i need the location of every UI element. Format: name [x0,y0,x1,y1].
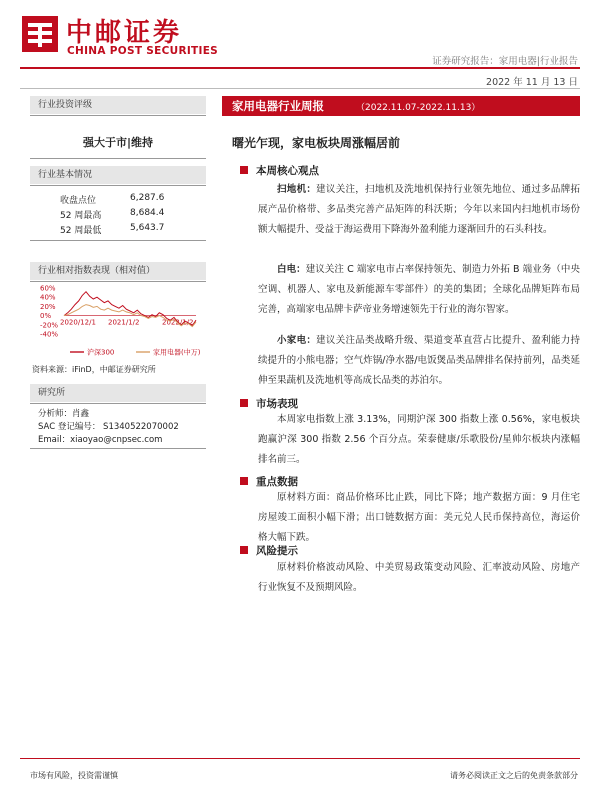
info-value: 6,287.6 [130,193,165,203]
section-bullet-icon [240,399,248,407]
section-divider [30,240,206,241]
paragraph-text: 原材料价格波动风险、中美贸易政策变动风险、汇率波动风险、房地产行业恢复不及预期风险。 [258,562,580,593]
x-tick-label: 2020/12/1 [60,318,96,327]
section-divider [30,185,206,186]
paragraph-text: 建议关注 C 端家电市占率保持领先、制造力外拓 B 端业务（中央空调、机器人、家电及新能源车零部件）的美的集团；全球化品牌矩阵布局完善，高端家电品牌卡萨帝业务增速领先于行业的海尔智家。 [258,264,580,315]
paragraph-lead: 小家电： [277,335,317,346]
paragraph-lead: 扫地机： [277,184,317,195]
section-divider [30,115,206,116]
footer-risk-note: 市场有风险，投资需谨慎 [30,771,118,780]
section-divider [30,281,206,282]
section-title-core-views: 本周核心观点 [256,165,319,177]
paragraph-text: 本周家电指数上涨 3.13%，同期沪深 300 指数上涨 0.56%，家电板块跑赢沪深 300 指数 2.56 个百分点。荣泰健康/乐歌股份/星帅尔板块内涨幅排名前三。 [258,414,580,465]
x-tick-label: 2021/1/2 [108,318,140,327]
section-title-risks: 风险提示 [256,545,298,557]
header-divider [20,67,580,69]
paragraph-market [258,410,580,470]
info-label: 52 周最高 [60,211,102,221]
footer-divider [20,758,580,759]
analyst-name: 分析师：肖鑫 [38,409,90,419]
date-divider [20,88,580,89]
paragraph-key-data [258,488,580,548]
legend-label: 家用电器(中万) [153,348,201,357]
y-tick-label: -20% [40,321,59,330]
footer-disclaimer-note: 请务必阅读正文之后的免责条款部分 [450,771,578,780]
info-value: 5,643.7 [130,223,165,233]
investment-rating: 强大于市|维持 [82,136,154,149]
paragraph-text: 原材料方面：商品价格环比止跌，同比下降；地产数据方面：9 月住宅房屋竣工面积小幅下滑；出口链数据方面：美元兑人民币保持高位，海运价格大幅下跌。 [258,492,580,543]
analyst-email: Email：xiaoyao@cnpsec.com [38,435,163,445]
paragraph-lead: 白电： [277,264,306,275]
brand-name-english: CHINA POST SECURITIES [67,45,219,57]
section-title-key-data: 重点数据 [256,476,298,488]
section-divider [30,158,206,159]
y-tick-label: 40% [40,293,56,302]
researcher-section-header: 研究所 [30,384,206,402]
section-title-market: 市场表现 [256,398,298,410]
section-bullet-icon [240,546,248,554]
y-tick-label: 0% [40,312,52,321]
report-headline: 曙光乍现，家电板块周涨幅居前 [232,136,401,150]
info-label: 52 周最低 [60,226,102,236]
report-title: 家用电器行业周报 [232,99,324,113]
section-divider [30,403,206,404]
report-category: 证券研究报告：家用电器|行业报告 [432,56,578,67]
brand-name: 中邮证券 [66,18,183,48]
section-bullet-icon [240,477,248,485]
section-divider [30,448,206,449]
paragraph-robot-vacuum [258,180,580,240]
paragraph-risks [258,558,580,598]
section-bullet-icon [240,166,248,174]
legend-label: 沪深300 [87,348,115,357]
y-tick-label: -40% [40,330,59,339]
rating-section-header: 行业投资评级 [30,96,206,114]
chart-section-header: 行业相对指数表现（相对值） [30,262,206,280]
y-tick-label: 20% [40,302,56,311]
analyst-sac-number: SAC 登记编号： S1340522070002 [38,422,179,432]
china-post-logo-icon [20,14,60,54]
info-value: 8,684.4 [130,208,165,218]
info-label: 收盘点位 [60,196,97,206]
paragraph-small-appliances [258,331,580,391]
x-tick-label: 2022/1/2 [162,318,194,327]
y-tick-label: 60% [40,284,56,293]
paragraph-text: 建议关注品类战略升级、渠道变革直营占比提升、盈利能力持续提升的小熊电器；空气炸锅/净水器/电饭煲品类品牌排名保持前列，品类延伸至果蔬机及洗地机等高成长品类的苏泊尔。 [258,335,580,386]
report-date-range: （2022.11.07-2022.11.13） [356,103,481,113]
paragraph-text: 建议关注，扫地机及洗地机保持行业领先地位、通过多品牌拓展产品价格带、多品类完善产品矩阵的科沃斯；今年以来国内扫地机市场份额大幅提升、受益于海运费用下降海外盈利能力逐渐回升的石头科技。 [258,184,580,235]
report-date: 2022 年 11 月 13 日 [486,77,578,88]
paragraph-white-goods [258,260,580,320]
basic-info-section-header: 行业基本情况 [30,166,206,184]
source-note: 资料来源：iFinD，中邮证券研究所 [32,365,156,374]
relative-index-chart [30,284,206,360]
